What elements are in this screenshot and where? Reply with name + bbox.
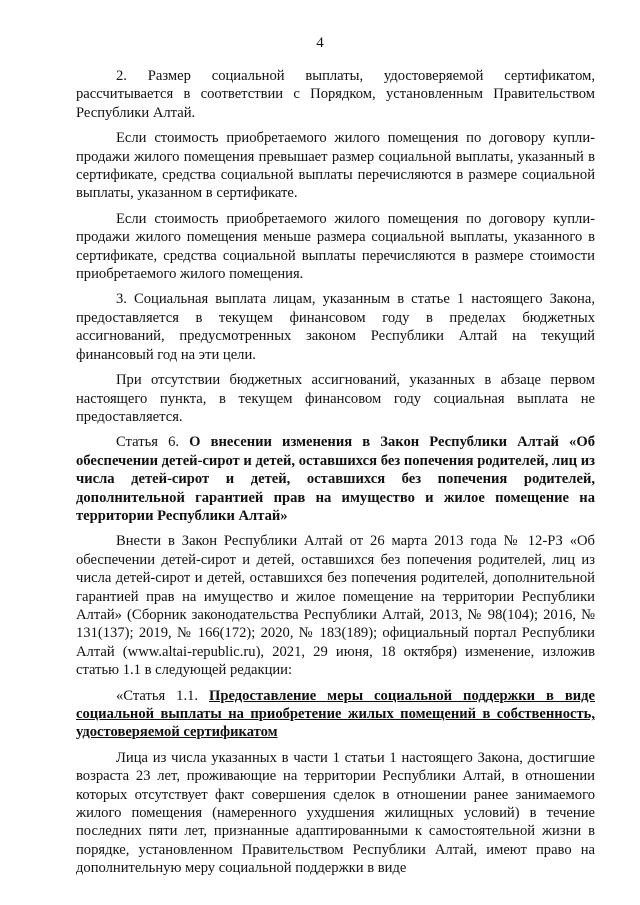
paragraph-no-budget: При отсутствии бюджетных ассигнований, указанных в абзаце первом настоящего пункта, в текущем финансовом году социальная выплата не предоставляется. — [76, 372, 595, 425]
article-6-label: Статья 6. — [116, 434, 190, 451]
article-1-1-label: «Статья 1.1. — [116, 687, 210, 704]
page-number: 4 — [316, 35, 324, 51]
article-1-1-title: Предоставление меры социальной поддержки в виде социальной выплаты на приобретение жилых помещений в собственность, удостоверяемой сертификатом — [76, 687, 595, 741]
paragraph-item-2: 2. Размер социальной выплаты, удостоверяемой сертификатом, рассчитывается в соответствии с Порядком, установленным Правительством Республики Алтай. — [76, 68, 595, 121]
article-6-title: О внесении изменения в Закон Республики Алтай «Об обеспечении детей-сирот и детей, оставшихся без попечения родителей, лиц из числа детей-сирот и детей, оставшихся без попечения родителей, дополнительной гарантией прав на имущество и жилое помещение на территории Республики Алтай» — [76, 434, 595, 524]
document-body — [76, 67, 595, 885]
article-1-1-heading — [76, 687, 595, 742]
article-6-heading — [76, 433, 595, 525]
paragraph-item-3: 3. Социальная выплата лицам, указанным в статье 1 настоящего Закона, предоставляется в текущем финансовом году в пределах бюджетных ассигнований, предусмотренных законом Республики Алтай на текущий финансовый год на эти цели. — [76, 291, 595, 363]
paragraph-price-less: Если стоимость приобретаемого жилого помещения по договору купли-продажи жилого помещения меньше размера социальной выплаты, указанного в сертификате, средства социальной выплаты перечисляются в размере стоимости приобретаемого жилого помещения. — [76, 210, 595, 283]
paragraph-amendment: Внести в Закон Республики Алтай от 26 марта 2013 года № 12-РЗ «Об обеспечении детей-сирот и детей, оставшихся без попечения родителей, лиц из числа детей-сирот и детей, оставшихся без попечения родителей, дополнительной гарантией прав на имущество и жилое помещение на территории Республики Алтай» (Сборник законодательства Республики Алтай, 2013, № 98(104); 2016, № 131(137); 2019, № 166(172); 2020, № 183(189); официальный портал Республики Алтай (www.altai-republic.ru), 2021, 29 июня, 18 октября) изменение, изложив статью 1.1 в следующей редакции: — [76, 533, 595, 679]
paragraph-eligible-persons: Лица из числа указанных в части 1 статьи 1 настоящего Закона, достигшие возраста 23 лет, проживающие на территории Республики Алтай, в отношении которых отсутствует факт совершения сделок в отношении ранее занимаемого жилого помещения (намеренного ухудшения жилищных условий) в течение последних пяти лет, признанные адаптированными к самостоятельной жизни в порядке, установленном Правительством Республики Алтай, имеют право на дополнительную меру социальной поддержки в виде — [76, 749, 595, 877]
paragraph-price-exceeds: Если стоимость приобретаемого жилого помещения по договору купли-продажи жилого помещения превышает размер социальной выплаты, указанный в сертификате, средства социальной выплаты перечисляются в размере социальной выплаты, указанном в сертификате. — [76, 130, 595, 202]
